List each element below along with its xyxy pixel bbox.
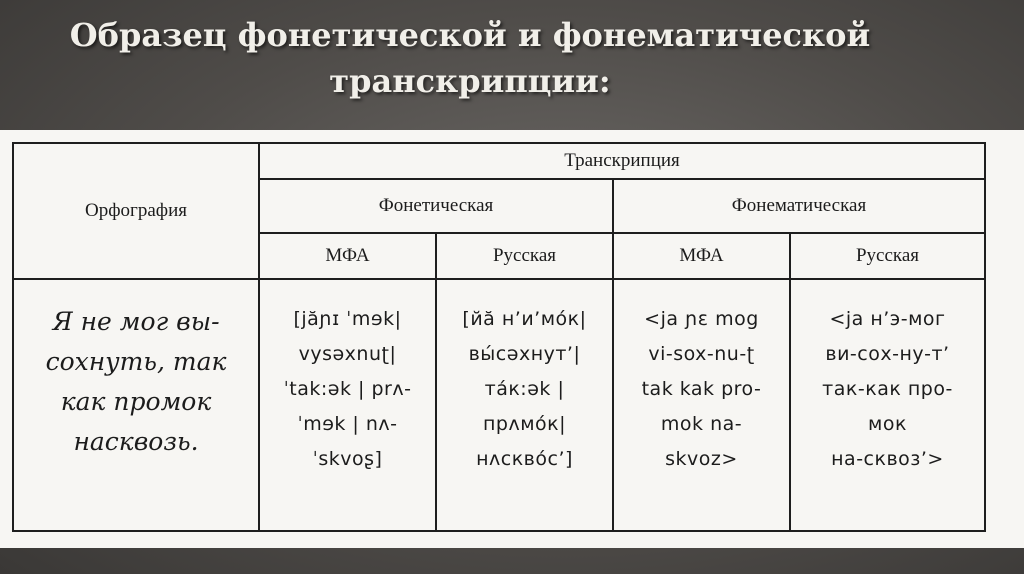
phonetic-russian-line: прʌмо́к| xyxy=(482,413,567,435)
phonetic-ipa-line: ˈtak:ək | prʌ- xyxy=(283,378,412,400)
scanned-table-sheet xyxy=(0,130,1024,548)
phonemic-ipa-cell xyxy=(613,279,790,531)
orthography-text xyxy=(14,302,258,462)
phonemic-ipa-header: МФА xyxy=(613,233,790,279)
orthography-line: как промок xyxy=(60,387,212,416)
phonetic-russian-header: Русская xyxy=(436,233,613,279)
phonemic-ipa-line: vi-sox-nu-ʈ xyxy=(648,343,755,365)
phonetic-russian-line: та́к:ək | xyxy=(484,378,565,400)
phonemic-russian-line: ви-сох-ну-т’ xyxy=(825,343,950,365)
slide-title-line-2: транскрипции: xyxy=(329,62,611,100)
transcription-header: Транскрипция xyxy=(259,143,985,179)
phonemic-ipa-line: <ja ɲɛ mog xyxy=(644,308,759,330)
phonetic-russian-cell xyxy=(436,279,613,531)
orthography-cell xyxy=(13,279,259,531)
phonemic-ipa-line: tak kak pro- xyxy=(641,378,762,400)
phonemic-russian-header: Русская xyxy=(790,233,985,279)
orthography-header: Орфография xyxy=(13,143,259,279)
phonemic-russian-cell xyxy=(790,279,985,531)
phonemic-russian-line: мок xyxy=(868,413,907,435)
phonemic-ipa-line: skvoz> xyxy=(665,448,738,470)
phonemic-russian-line: так-как про- xyxy=(822,378,953,400)
phonemic-ipa-line: mok na- xyxy=(660,413,743,435)
phonetic-ipa-line: ˈmɘk | nʌ- xyxy=(297,413,398,435)
slide-title xyxy=(0,12,940,104)
phonetic-ipa-cell xyxy=(259,279,436,531)
phonetic-russian-line: [йă н’и’мо́к| xyxy=(462,308,587,330)
slide-title-line-1: Образец фонетической и фонематической xyxy=(69,16,871,54)
phonetic-header: Фонетическая xyxy=(259,179,613,233)
phonetic-russian-line: вы́сəхнут’| xyxy=(468,343,581,365)
orthography-line: насквозь. xyxy=(73,427,199,456)
orthography-line: сохнуть, так xyxy=(45,347,227,376)
transcription-table xyxy=(12,142,986,532)
phonetic-ipa-line: vysəxnuʈ| xyxy=(298,343,397,365)
phonetic-ipa-line: [jăɲɪ ˈmɘk| xyxy=(293,308,402,330)
phonemic-russian-line: <ja н’э-мог xyxy=(829,308,946,330)
phonetic-russian-line: нʌсквóс’] xyxy=(476,448,573,470)
phonetic-ipa-header: МФА xyxy=(259,233,436,279)
phonetic-ipa-line: ˈskvoʂ] xyxy=(312,448,383,470)
phonemic-header: Фонематическая xyxy=(613,179,985,233)
phonemic-russian-line: на-сквоз’> xyxy=(831,448,944,470)
orthography-line: Я не мог вы- xyxy=(52,307,220,336)
